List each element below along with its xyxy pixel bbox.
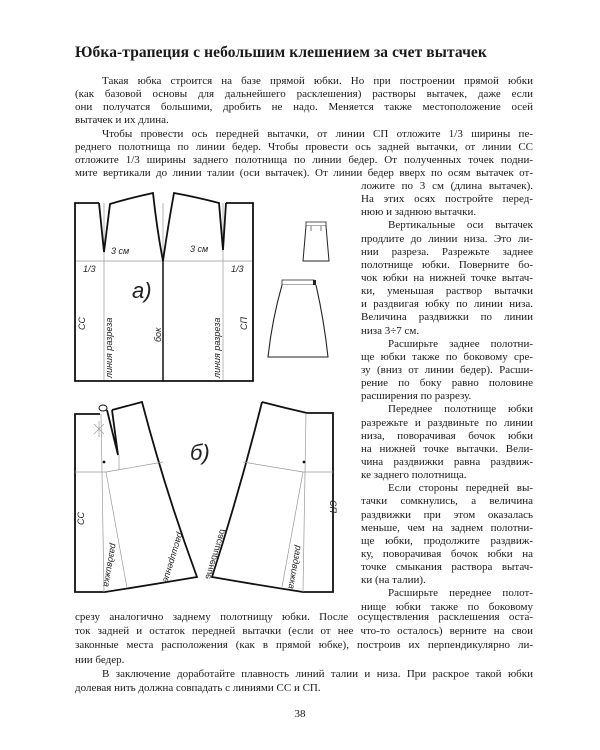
text-line: расширения по разрезу. — [361, 390, 472, 403]
text-line: нии разреза. Разрежьте заднее — [361, 245, 533, 258]
text-line: ки, уменьшая раствор вытачки — [361, 285, 533, 298]
text-line: и раздвигая юбку по линии низа. — [361, 298, 533, 311]
cut-line — [101, 414, 104, 592]
text-line: мите вертикали до линии талии (оси вытачек). От линии бедер вверх по осям вытачек от- — [75, 166, 533, 179]
text-line: (как базовой основы для дальнейшего расклешения) растворы вытачек, даже если — [75, 88, 533, 101]
text-line: меньше, чем на заднем полотни- — [361, 521, 533, 534]
page-title: Юбка-трапеция с небольшим клешением за счет вытачек — [75, 44, 487, 61]
fraction-label: 1/3 — [231, 264, 244, 274]
text-line: продлите до линии низа. Это ли- — [361, 232, 533, 245]
text-line: нюю и заднюю вытачки. — [361, 206, 477, 219]
text-line: отложите 1/3 ширины заднего полотнища по линии бедер. От полученных точек подни- — [75, 153, 533, 166]
text-line: Расширьте заднее полотни- — [388, 337, 533, 350]
front-center-label: СП — [239, 316, 249, 330]
figure-a-label: а) — [132, 278, 152, 303]
text-line: ке заднего полотнища. — [361, 469, 467, 482]
skirt-sketch-front — [268, 280, 328, 357]
text-line: рение по боку равно половине — [361, 377, 533, 390]
text-line: зу (вниз от линии бедер). Расши- — [361, 363, 533, 376]
text-line: Величина раздвижки по линии — [361, 311, 533, 324]
back-center-label: СС — [77, 317, 87, 330]
text-line: Чтобы провести ось передней вытачки, от линии СП отложите 1/3 ширины пе- — [102, 127, 533, 140]
figure-b-label: б) — [190, 440, 210, 465]
text-line: раздвижки при этом оказалась — [361, 508, 533, 521]
text-line: ложите по 3 см (длина вытачек). — [361, 180, 533, 192]
cut-line-label: линия разреза — [212, 317, 222, 378]
cut-line-label: линия разреза — [104, 317, 114, 378]
text-line: Расширьте переднее полот- — [388, 587, 533, 600]
text-line: В заключение доработайте плавность линий талии и низа. При раскрое такой юбки — [102, 667, 533, 680]
text-line: вытачек и их длина. — [75, 114, 169, 127]
closed-dart — [107, 410, 118, 455]
text-line: низа 3÷7 см. — [361, 324, 420, 337]
text-line: ток задней и остаток передней вытачки (если от нее что-то осталось) верните на свои — [75, 625, 533, 638]
text-line: нии бедер. — [75, 653, 125, 666]
figure-a-pattern — [75, 193, 253, 381]
cross-mark — [94, 421, 104, 437]
widening-label: расширение — [202, 527, 227, 581]
hip-line — [243, 462, 303, 472]
text-line: ще юбки, продолжите раздвиж- — [361, 534, 533, 547]
text-line: долевая нить должна совпадать с линиями СС и СП. — [75, 681, 321, 694]
text-line: разрежьте и раздвиньте по линии — [361, 416, 533, 429]
figure-b-back-panel — [75, 402, 197, 592]
hip-line — [106, 462, 163, 472]
figure-b-front-panel — [202, 402, 338, 592]
widening-label: расширение — [160, 531, 186, 585]
text-line: ки (на талии). — [361, 574, 426, 587]
back-dart-and-waist — [99, 193, 163, 261]
front-panel-outline — [212, 402, 333, 592]
text-line: ку, поворачивая бочок юбки на — [361, 547, 533, 560]
text-line: нище юбки также по боковому — [361, 600, 533, 613]
text-line: Вертикальные оси вытачек — [388, 219, 533, 232]
dart-mark — [99, 405, 107, 411]
page-number: 38 — [294, 708, 306, 720]
text-line: чок юбки на нижней точке вытач- — [361, 271, 533, 284]
text-line: точке смыкания раствора вытач- — [361, 561, 533, 574]
text-line: Такая юбка строится на базе прямой юбки. Но при построении прямой юбки — [102, 75, 533, 87]
text-line: полотнище юбки. Поверните бо- — [361, 258, 533, 271]
spread-label: раздвижка — [286, 544, 304, 590]
text-line: низа, поворачивая бочок юбки — [361, 429, 533, 442]
text-line: На этих осях постройте перед- — [361, 193, 533, 206]
spread-label: раздвижка — [101, 542, 119, 588]
cut-line — [303, 413, 306, 592]
skirt-sketch-back — [303, 222, 329, 261]
text-line: Переднее полотнище юбки — [388, 403, 533, 416]
text-line: ще юбки также по боковому сре- — [361, 350, 533, 363]
text-line: реднего полотнища по линии бедер. Чтобы провести ось задней вытачки, от линии СС — [75, 140, 533, 153]
text-line: на нижней точке вытачки. Вели- — [361, 442, 533, 455]
text-line: срезу аналогично заднему полотнищу юбки. После осуществления расклешения оста- — [75, 611, 533, 623]
dart-length-label: 3 см — [190, 244, 209, 254]
side-label: бок — [153, 327, 163, 342]
fraction-label: 1/3 — [83, 264, 96, 274]
text-line: Если стороны передней вы- — [388, 482, 533, 495]
text-line: тачки сомкнулись, а величина — [361, 495, 533, 508]
front-center-label: СП — [328, 500, 338, 514]
dart-length-label: 3 см — [111, 246, 130, 256]
back-panel-outline — [75, 402, 197, 592]
text-line: они получатся большими, дробить не надо. Меняется также местоположение осей — [75, 101, 533, 114]
text-line: законные места расположения (как в прямой юбке), построив их перпендикулярно ли- — [75, 639, 533, 652]
back-center-label: СС — [76, 512, 86, 525]
text-line: чина раздвижки равна раздвиж- — [361, 455, 533, 468]
